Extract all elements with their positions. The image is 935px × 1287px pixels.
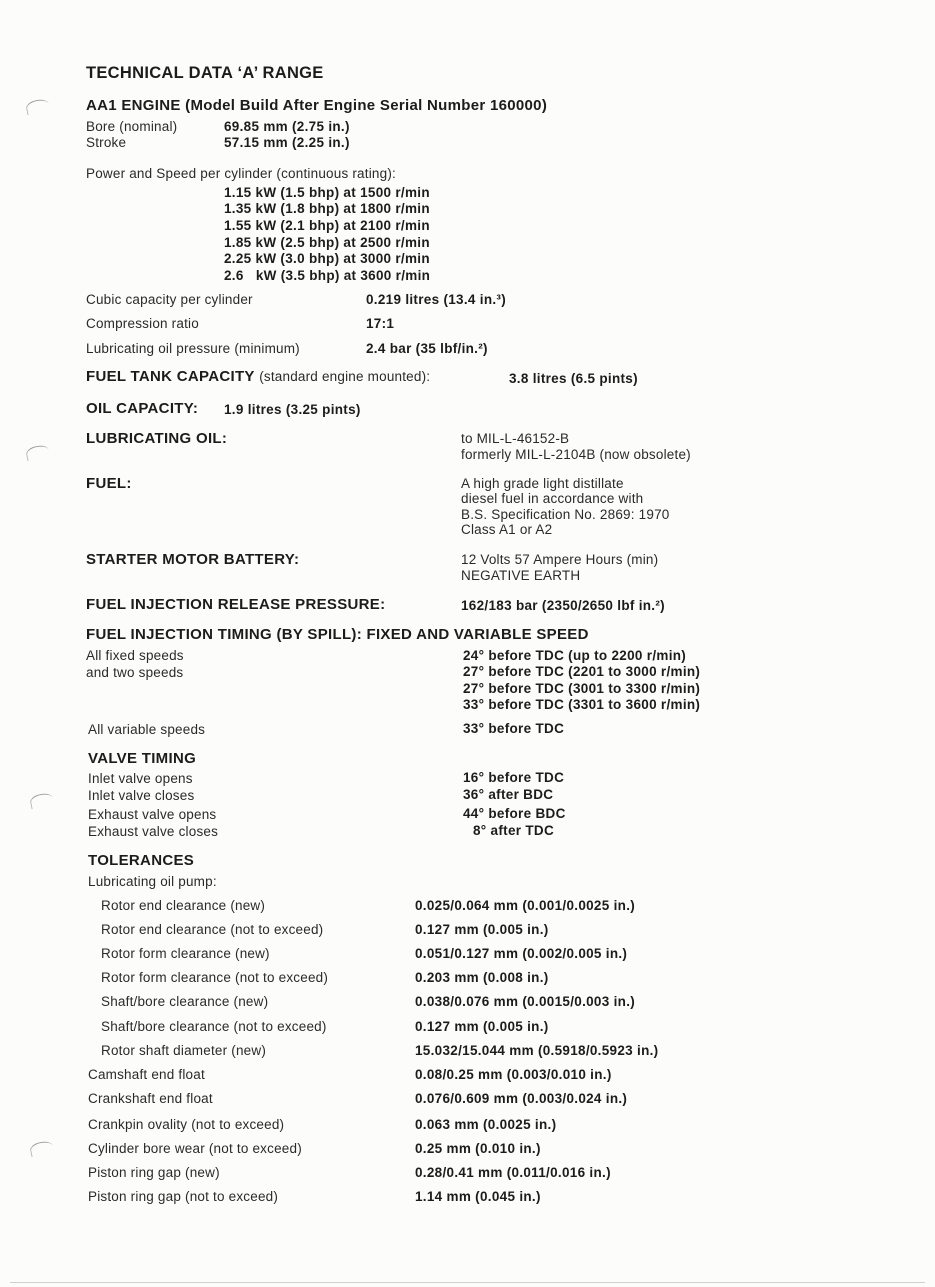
pump-label: Lubricating oil pump: xyxy=(88,874,217,889)
timing-value: 27° before TDC (3001 to 3300 r/min) xyxy=(463,681,701,696)
timing-value: 27° before TDC (2201 to 3000 r/min) xyxy=(463,664,701,679)
fuel-line: B.S. Specification No. 2869: 1970 xyxy=(461,507,670,522)
valve-label: Exhaust valve opens xyxy=(88,807,217,822)
tolerance-label: Rotor form clearance (not to exceed) xyxy=(101,970,329,985)
tolerance-label: Rotor end clearance (not to exceed) xyxy=(101,922,324,937)
valve-value: 16° before TDC xyxy=(463,770,565,785)
tolerance-label: Piston ring gap (not to exceed) xyxy=(88,1189,279,1204)
lubricating-oil-line: to MIL-L-46152-B xyxy=(461,431,570,446)
binding-mark xyxy=(29,792,54,809)
page-title: TECHNICAL DATA ‘A’ RANGE xyxy=(86,64,324,82)
tolerance-value: 0.051/0.127 mm (0.002/0.005 in.) xyxy=(415,946,628,961)
injection-pressure-value: 162/183 bar (2350/2650 lbf in.²) xyxy=(461,598,665,613)
power-value: 1.35 kW (1.8 bhp) at 1800 r/min xyxy=(224,201,430,216)
power-value: 1.55 kW (2.1 bhp) at 2100 r/min xyxy=(224,218,430,233)
valve-value: 44° before BDC xyxy=(463,806,566,821)
cubic-label: Cubic capacity per cylinder xyxy=(86,292,253,307)
valve-timing-heading: VALVE TIMING xyxy=(88,750,197,767)
tolerance-value: 0.038/0.076 mm (0.0015/0.003 in.) xyxy=(415,994,636,1009)
tolerance-value: 0.28/0.41 mm (0.011/0.016 in.) xyxy=(415,1165,611,1180)
tolerance-label: Shaft/bore clearance (not to exceed) xyxy=(101,1019,327,1034)
bore-value: 69.85 mm (2.75 in.) xyxy=(224,119,350,134)
fuel-tank-value: 3.8 litres (6.5 pints) xyxy=(509,371,638,386)
fuel-line: diesel fuel in accordance with xyxy=(461,491,644,506)
compression-value: 17:1 xyxy=(366,316,395,331)
tolerance-value: 0.063 mm (0.0025 in.) xyxy=(415,1117,557,1132)
page-edge xyxy=(10,1282,925,1283)
oil-capacity-heading: OIL CAPACITY: xyxy=(86,400,199,417)
oil-capacity-value: 1.9 litres (3.25 pints) xyxy=(224,402,361,417)
binding-mark xyxy=(25,444,50,461)
stroke-value: 57.15 mm (2.25 in.) xyxy=(224,135,350,150)
binding-mark xyxy=(29,1140,54,1157)
tolerance-label: Rotor end clearance (new) xyxy=(101,898,266,913)
bore-label: Bore (nominal) xyxy=(86,119,178,134)
tolerance-value: 0.25 mm (0.010 in.) xyxy=(415,1141,541,1156)
fuel-heading: FUEL: xyxy=(86,475,132,492)
variable-speeds-label: All variable speeds xyxy=(88,722,206,737)
stroke-label: Stroke xyxy=(86,135,127,150)
power-value: 1.15 kW (1.5 bhp) at 1500 r/min xyxy=(224,185,430,200)
tolerance-label: Camshaft end float xyxy=(88,1067,205,1082)
power-value: 2.6 kW (3.5 bhp) at 3600 r/min xyxy=(224,268,431,283)
lubricating-oil-line: formerly MIL-L-2104B (now obsolete) xyxy=(461,447,691,462)
battery-line: 12 Volts 57 Ampere Hours (min) xyxy=(461,552,659,567)
tolerance-value: 0.025/0.064 mm (0.001/0.0025 in.) xyxy=(415,898,636,913)
variable-speeds-value: 33° before TDC xyxy=(463,721,565,736)
tolerance-label: Shaft/bore clearance (new) xyxy=(101,994,269,1009)
timing-value: 33° before TDC (3301 to 3600 r/min) xyxy=(463,697,701,712)
valve-label: Exhaust valve closes xyxy=(88,824,219,839)
tolerance-label: Crankshaft end float xyxy=(88,1091,213,1106)
fuel-tank-line xyxy=(86,368,430,386)
tolerance-label: Cylinder bore wear (not to exceed) xyxy=(88,1141,302,1156)
two-speeds-label: and two speeds xyxy=(86,665,184,680)
compression-label: Compression ratio xyxy=(86,316,199,331)
tolerance-value: 0.076/0.609 mm (0.003/0.024 in.) xyxy=(415,1091,628,1106)
valve-label: Inlet valve closes xyxy=(88,788,195,803)
power-value: 1.85 kW (2.5 bhp) at 2500 r/min xyxy=(224,235,430,250)
battery-heading: STARTER MOTOR BATTERY: xyxy=(86,551,300,568)
tolerance-label: Rotor shaft diameter (new) xyxy=(101,1043,267,1058)
timing-value: 24° before TDC (up to 2200 r/min) xyxy=(463,648,687,663)
oil-pressure-label: Lubricating oil pressure (minimum) xyxy=(86,341,300,356)
power-label: Power and Speed per cylinder (continuous rating): xyxy=(86,166,396,181)
oil-pressure-value: 2.4 bar (35 lbf/in.²) xyxy=(366,341,488,356)
tolerances-heading: TOLERANCES xyxy=(88,852,195,869)
tolerance-label: Piston ring gap (new) xyxy=(88,1165,220,1180)
injection-pressure-heading: FUEL INJECTION RELEASE PRESSURE: xyxy=(86,596,386,613)
tolerance-label: Rotor form clearance (new) xyxy=(101,946,270,961)
tolerance-value: 0.127 mm (0.005 in.) xyxy=(415,1019,549,1034)
tolerance-value: 0.127 mm (0.005 in.) xyxy=(415,922,549,937)
valve-value: 8° after TDC xyxy=(473,823,555,838)
tolerance-value: 0.203 mm (0.008 in.) xyxy=(415,970,549,985)
cubic-value: 0.219 litres (13.4 in.³) xyxy=(366,292,507,307)
binding-mark xyxy=(25,98,50,115)
valve-value: 36° after BDC xyxy=(463,787,554,802)
engine-heading: AA1 ENGINE (Model Build After Engine Serial Number 160000) xyxy=(86,97,548,114)
fuel-tank-heading: FUEL TANK CAPACITY xyxy=(86,368,255,385)
fuel-line: Class A1 or A2 xyxy=(461,522,553,537)
lubricating-oil-heading: LUBRICATING OIL: xyxy=(86,430,228,447)
battery-line: NEGATIVE EARTH xyxy=(461,568,581,583)
tolerance-value: 0.08/0.25 mm (0.003/0.010 in.) xyxy=(415,1067,612,1082)
fuel-tank-note: (standard engine mounted): xyxy=(259,369,431,384)
tolerance-label: Crankpin ovality (not to exceed) xyxy=(88,1117,285,1132)
fuel-line: A high grade light distillate xyxy=(461,476,624,491)
injection-timing-heading: FUEL INJECTION TIMING (BY SPILL): FIXED AND VARIABLE SPEED xyxy=(86,626,589,643)
fixed-speeds-label: All fixed speeds xyxy=(86,648,184,663)
tolerance-value: 1.14 mm (0.045 in.) xyxy=(415,1189,541,1204)
valve-label: Inlet valve opens xyxy=(88,771,193,786)
tolerance-value: 15.032/15.044 mm (0.5918/0.5923 in.) xyxy=(415,1043,659,1058)
power-value: 2.25 kW (3.0 bhp) at 3000 r/min xyxy=(224,251,430,266)
